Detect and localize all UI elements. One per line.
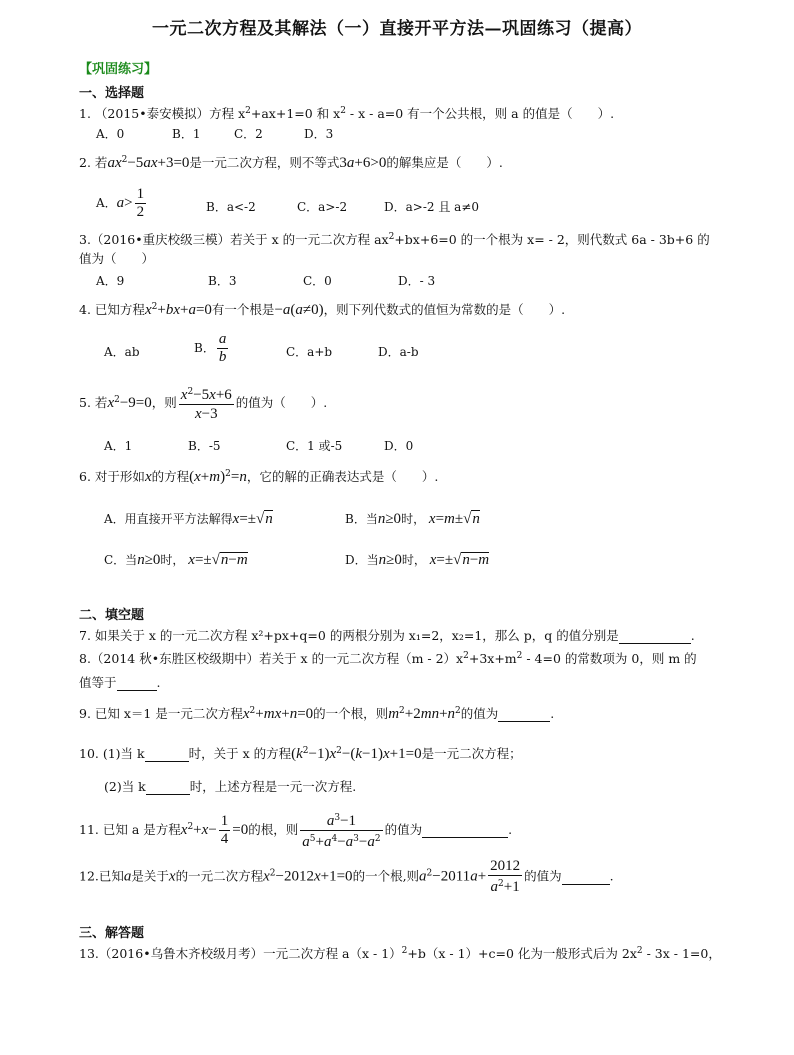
q5-option-d: D．0	[384, 439, 414, 453]
question-13: 13.（2016•乌鲁木齐校级月考）一元二次方程 a（x - 1）$^2$+b（x - 1）+c=0 化为一般形式后为 $2x^2 - 3x - 1=0$，	[79, 945, 721, 961]
q3-option-c: C．0	[303, 274, 332, 288]
q5-option-b: B．-5	[188, 439, 221, 453]
q1-option-b: B．1	[172, 127, 201, 141]
question-10-part2: (2)当 k 时，上述方程是一元一次方程.	[104, 779, 357, 794]
question-4: 4. 已知方程$x^2+bx+a=0$有一个根是−a(a≠0)，则下列代数式的值恒为常数的是（ ）.	[79, 301, 566, 318]
section-tag: 【巩固练习】	[79, 62, 158, 77]
question-10: 10. (1)当 k 时，关于 x 的方程$(k^2-1)x^2-(k-1)x+1=0$是一元二次方程；	[79, 745, 522, 762]
section-fill: 二、填空题	[79, 608, 145, 623]
q3-option-d: D．- 3	[398, 274, 436, 288]
q1-option-d: D．3	[304, 127, 334, 141]
q5-option-a: A．1	[104, 439, 133, 453]
q2-option-c: C．a>-2	[297, 200, 348, 214]
question-1: 1. （2015•泰安模拟）方程 $x^2+ax+1=0$ 和 $x^2 - x - a=0$ 有一个公共根，则 a 的值是（ ）.	[79, 105, 615, 121]
question-8-cont: 值等于 .	[79, 675, 161, 690]
section-answer: 三、解答题	[79, 926, 145, 941]
q2-option-d: D．a>-2 且 a≠0	[384, 200, 479, 214]
q3-option-a: A．9	[96, 274, 125, 288]
q2-option-a: A．a> $\frac{1}{2}$	[96, 186, 145, 220]
q5-option-c: C．1 或-5	[286, 439, 343, 453]
question-12: 12.已知a是关于x的一元二次方程$x^2-2012x+1=0$的一个根,则$a^2-2011a+$ $\frac{2012}{a^2+1}$ 的值为 .	[79, 858, 614, 896]
question-9: 9. 已知 x＝1 是一元二次方程$x^2+mx+n=0$的一个根，则$m^2+2mn+n^2$的值为 .	[79, 705, 555, 722]
q2-option-b: B．a<-2	[206, 200, 256, 214]
q1-option-c: C．2	[234, 127, 263, 141]
question-11: 11. 已知 a 是方程$x^2+x-$ $\frac{1}{4}$ =0的根，则 $\frac{a^3-1}{a^5+a^4-a^3-a^2}$ 的值为 .	[79, 810, 512, 851]
page-title: 一元二次方程及其解法（一）直接开平方法—巩固练习（提高）	[152, 19, 642, 39]
question-6: 6. 对于形如x的方程$(x+m)^2=n$，它的解的正确表达式是（ ）.	[79, 468, 439, 485]
q6-option-a: A．用直接开平方法解得x=±√n	[104, 511, 273, 527]
q3-option-b: B．3	[208, 274, 237, 288]
question-3-cont: 值为（ ）	[79, 251, 155, 266]
question-2: 2. 若$ax^2-5ax+3=0$是一元二次方程，则不等式3a+6>0的解集应是（ ）.	[79, 154, 503, 171]
question-3: 3.（2016•重庆校级三模）若关于 x 的一元二次方程 $ax^2+bx+6=0$ 的一个根为 x= - 2，则代数式 6a - 3b+6 的	[79, 231, 710, 247]
q4-option-c: C．a+b	[286, 345, 333, 359]
q4-option-b: B． $\frac{a}{b}$	[194, 331, 227, 365]
question-8: 8.（2014 秋•东胜区校级期中）若关于 x 的一元二次方程$(m - 2)x^2+3x+m^2 - 4=0$ 的常数项为 0，则 m 的	[79, 650, 697, 666]
question-5: 5. 若$x^2-9=0$，则 $\frac{x^2-5x+6}{x-3}$ 的值为（ ）.	[79, 384, 327, 423]
q1-option-a: A．0	[96, 127, 125, 141]
q6-option-d: D．当n≥0时， x=±√n−m	[345, 552, 490, 568]
q6-option-b: B．当n≥0时， x=m±√n	[345, 511, 480, 527]
q4-option-d: D．a-b	[378, 345, 419, 359]
q6-option-c: C．当n≥0时， x=±√n−m	[104, 552, 248, 568]
section-choice: 一、选择题	[79, 86, 145, 101]
question-7: 7. 如果关于 x 的一元二次方程 x²+px+q=0 的两根分别为 x₁=2，x₂=1，那么 p，q 的值分别是 .	[79, 628, 695, 643]
q4-option-a: A．ab	[104, 345, 140, 359]
